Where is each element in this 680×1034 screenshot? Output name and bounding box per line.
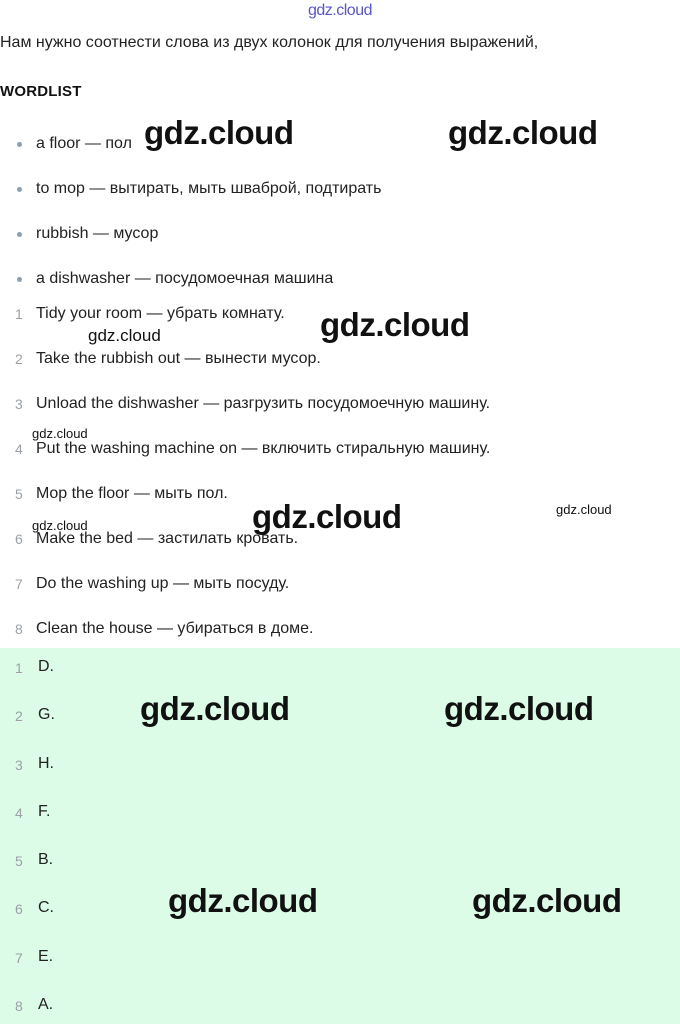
item-number: 4 xyxy=(15,804,23,821)
item-number: 5 xyxy=(15,486,23,502)
item-number: 8 xyxy=(15,621,23,637)
intro-text-continuation xyxy=(0,60,260,74)
item-number: 7 xyxy=(15,949,23,966)
watermark: gdz.cloud xyxy=(88,326,161,345)
item-number: 1 xyxy=(15,660,23,676)
phrase-text: Clean the house — убираться в доме. xyxy=(36,620,314,637)
item-number: 1 xyxy=(15,306,23,322)
answer-text: F. xyxy=(38,802,51,820)
wordlist-heading: WORDLIST xyxy=(0,83,82,100)
answer-text: H. xyxy=(38,754,54,772)
answer-text: E. xyxy=(38,947,54,965)
answer-text: D. xyxy=(38,658,54,675)
item-number: 6 xyxy=(15,531,23,547)
bullet-icon xyxy=(17,232,22,237)
bullet-icon xyxy=(17,277,22,282)
watermark: gdz.cloud xyxy=(448,114,598,151)
watermark: gdz.cloud xyxy=(252,498,402,535)
answer-text: A. xyxy=(38,996,54,1014)
answer-text: B. xyxy=(38,851,54,869)
phrase-text: Mop the floor — мыть пол. xyxy=(36,485,228,502)
watermark: gdz.cloud xyxy=(320,306,470,343)
item-number: 2 xyxy=(15,708,23,725)
item-number: 8 xyxy=(15,998,23,1015)
phrase-text: Put the washing machine on — включить стиральную машину. xyxy=(36,440,491,457)
site-logo-mark: gdz.cloud xyxy=(308,2,372,19)
answer-text: G. xyxy=(38,706,55,724)
item-number: 7 xyxy=(15,576,23,592)
watermark: gdz.cloud xyxy=(140,690,290,727)
bullet-icon xyxy=(17,142,22,147)
phrase-text: Take the rubbish out — вынести мусор. xyxy=(36,350,321,367)
answer-text: C. xyxy=(38,899,54,917)
watermark: gdz.cloud xyxy=(168,882,318,919)
item-number: 5 xyxy=(15,853,23,870)
item-number: 6 xyxy=(15,901,23,918)
item-number: 2 xyxy=(15,351,23,367)
watermark: gdz.cloud xyxy=(444,690,594,727)
watermark: gdz.cloud xyxy=(472,882,622,919)
phrase-text: Do the washing up — мыть посуду. xyxy=(36,575,290,592)
phrase-text: Make the bed — застилать кровать. xyxy=(36,530,299,547)
phrase-text: Tidy your room — убрать комнату. xyxy=(36,305,285,322)
item-number: 3 xyxy=(15,756,23,773)
watermark: gdz.cloud xyxy=(32,426,88,441)
watermark: gdz.cloud xyxy=(556,502,612,517)
watermark: gdz.cloud xyxy=(32,518,88,533)
intro-text: Нам нужно соотнести слова из двух колонок для получения выражений, xyxy=(0,34,539,51)
item-number: 3 xyxy=(15,396,23,412)
item-number: 4 xyxy=(15,441,23,457)
bullet-icon xyxy=(17,187,22,192)
watermark: gdz.cloud xyxy=(144,114,294,151)
phrase-text: Unload the dishwasher — разгрузить посудомоечную машину. xyxy=(36,395,491,412)
